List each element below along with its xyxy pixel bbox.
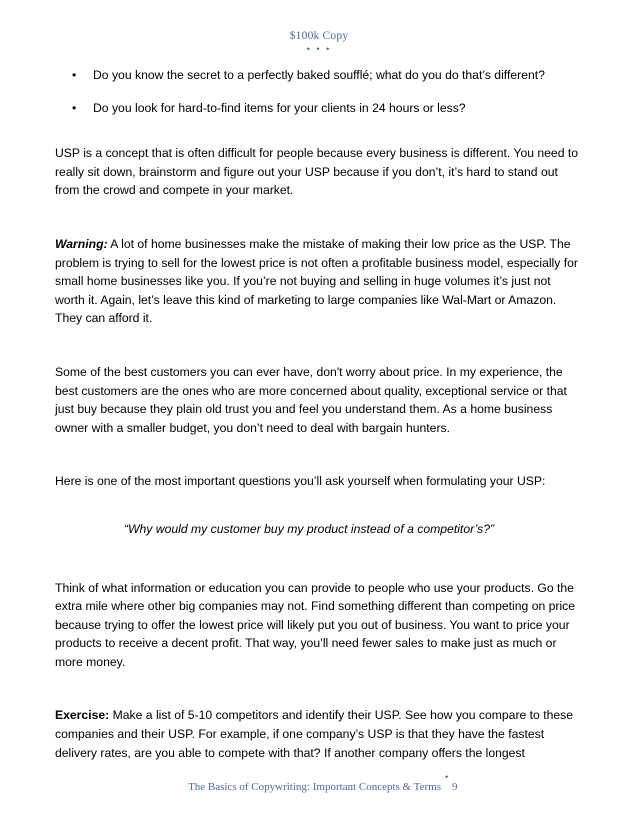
bullet-list — [55, 66, 583, 117]
page-header — [0, 30, 638, 54]
bullet-icon: • — [72, 100, 77, 115]
paragraph-exercise — [55, 706, 583, 762]
warning-text: A lot of home businesses make the mistake of making their low price as the USP. The problem is trying to sell for the lowest price is not often a profitable business model, especially for small home businesses like you. If you’re not buying and selling in huge volumes it’s just not worth it. Again, let’s leave this kind of marketing to large companies like Wal-Mart or Amazon. They can afford it. — [55, 236, 578, 326]
list-item — [55, 66, 583, 85]
header-title: $100k Copy — [289, 30, 349, 42]
header-ornament: • • • — [306, 44, 332, 54]
footer-dot-icon: • — [445, 772, 449, 782]
bullet-icon: • — [72, 68, 77, 82]
page-footer — [0, 770, 638, 800]
warning-label: Warning: — [55, 236, 108, 251]
paragraph-think: Think of what information or education you can provide to people who use your products. Go the extra mile where other big companies may not. Find something different than competing on price because trying to offer the lowest price will likely put you out of business. You want to price your products to receive a decent profit. That way, you’ll need fewer sales to make just as much or more money. — [55, 580, 576, 669]
exercise-label: Exercise: — [55, 708, 110, 723]
paragraph-warning — [55, 235, 583, 328]
exercise-text: Make a list of 5-10 competitors and identify their USP. See how you compare to these companies and their USP. For example, if one company’s USP is that they have the fastest delivery rates, are you able to compete with that? If another company offers the longest — [55, 708, 574, 760]
bullet-text: Do you look for hard-to-find items for your clients in 24 hours or less? — [93, 100, 466, 115]
quote: “Why would my customer buy my product instead of a competitor’s?” — [123, 521, 495, 536]
paragraph-usp-concept: USP is a concept that is often difficult for people because every business is different. You need to really sit down, brainstorm and figure out your USP because if you don’t, it’s hard to stand out from the crowd and compete in your market. — [55, 146, 579, 198]
footer-title: The Basics of Copywriting: Important Concepts & Terms — [188, 781, 441, 793]
paragraph-best-customers: Some of the best customers you can ever have, don't worry about price. In my experience, the best customers are the ones who are more concerned about quality, exceptional service or that just buy because they plain old trust you and feel you understand them. As a home business owner with a smaller budget, you don’t need to deal with bargain hunters. — [55, 364, 567, 435]
paragraph-important-question: Here is one of the most important questions you’ll ask yourself when formulating your USP: — [55, 474, 546, 489]
bullet-text: Do you know the secret to a perfectly baked soufflé; what do you do that’s different? — [93, 68, 545, 82]
page-number: 9 — [452, 781, 458, 793]
page-content — [55, 66, 583, 762]
list-item — [55, 99, 583, 118]
